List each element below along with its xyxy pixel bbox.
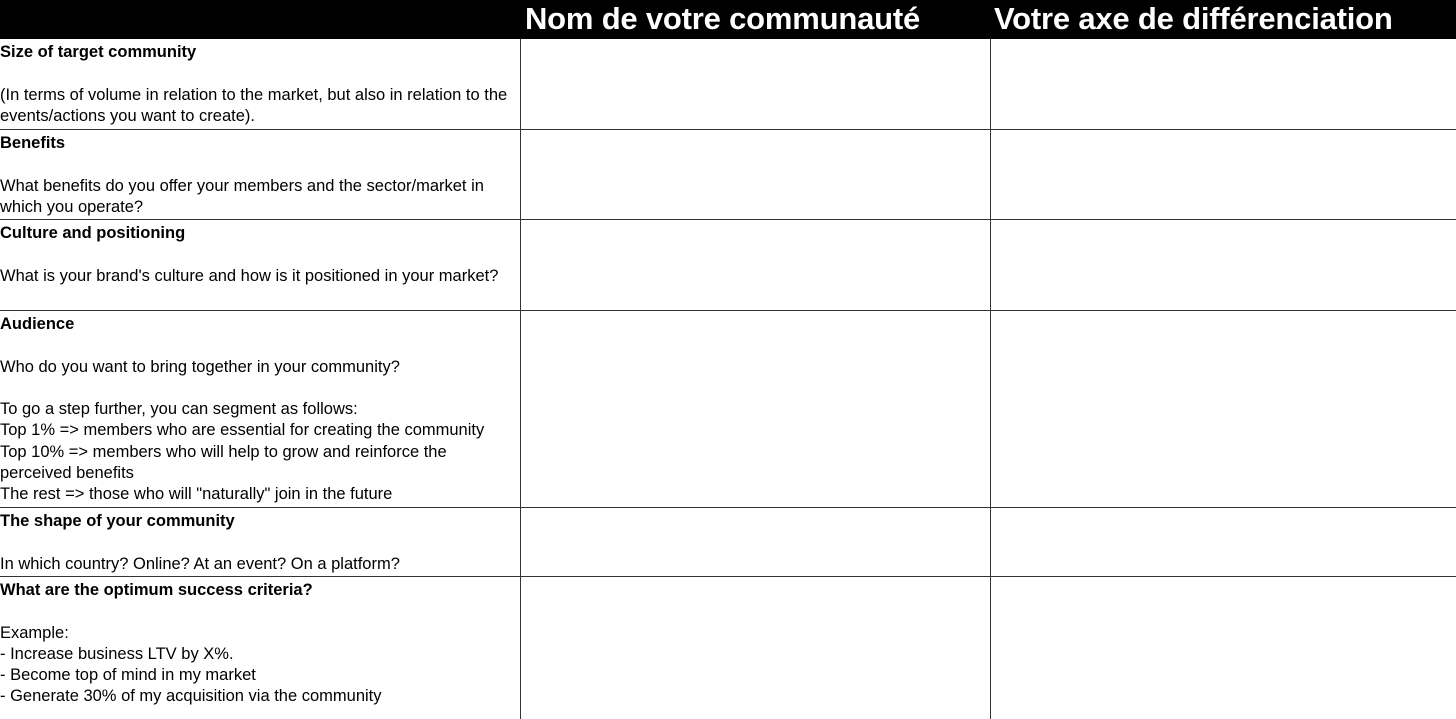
- criteria-title: Audience: [0, 315, 75, 333]
- header-row: [0, 0, 1456, 39]
- criteria-cell[interactable]: [0, 220, 520, 310]
- criteria-title: Culture and positioning: [0, 224, 186, 242]
- criteria-cell[interactable]: [0, 130, 520, 219]
- header-cell-criteria[interactable]: [0, 0, 520, 39]
- criteria-cell[interactable]: [0, 311, 520, 507]
- table-row: [0, 577, 1456, 719]
- table-row: [0, 508, 1456, 577]
- community-name-cell[interactable]: [520, 311, 990, 507]
- community-name-cell[interactable]: [520, 130, 990, 219]
- table-row: [0, 39, 1456, 130]
- criteria-cell[interactable]: [0, 39, 520, 129]
- table-row: [0, 130, 1456, 220]
- criteria-title: Size of target community: [0, 43, 197, 61]
- differentiation-cell[interactable]: [990, 220, 1456, 310]
- criteria-title: Benefits: [0, 134, 66, 152]
- header-cell-community-name[interactable]: Nom de votre communauté: [525, 1, 921, 36]
- criteria-description: (In terms of volume in relation to the market, but also in relation to the events/actions you want to create).: [0, 85, 512, 125]
- criteria-cell[interactable]: [0, 577, 520, 719]
- table-row: [0, 311, 1456, 508]
- criteria-title: What are the optimum success criteria?: [0, 581, 313, 599]
- table-row: [0, 220, 1456, 311]
- criteria-description: Who do you want to bring together in your community? To go a step further, you can segment as follows: Top 1% => members who are essential for creating the community Top 10% => members who will help to grow and reinforce the perceived benefits The rest => those who will "naturally" join in the future: [0, 357, 485, 504]
- community-name-cell[interactable]: [520, 220, 990, 310]
- community-name-cell[interactable]: [520, 39, 990, 129]
- differentiation-cell[interactable]: [990, 311, 1456, 507]
- community-name-cell[interactable]: [520, 577, 990, 719]
- differentiation-cell[interactable]: [990, 508, 1456, 576]
- criteria-title: The shape of your community: [0, 512, 235, 530]
- criteria-description: What is your brand's culture and how is it positioned in your market?: [0, 266, 499, 285]
- criteria-description: What benefits do you offer your members and the sector/market in which you operate?: [0, 176, 489, 216]
- community-name-cell[interactable]: [520, 508, 990, 576]
- header-cell-differentiation[interactable]: Votre axe de différenciation: [994, 1, 1393, 36]
- differentiation-cell[interactable]: [990, 39, 1456, 129]
- differentiation-cell[interactable]: [990, 577, 1456, 719]
- criteria-cell[interactable]: [0, 508, 520, 576]
- differentiation-cell[interactable]: [990, 130, 1456, 219]
- criteria-description: In which country? Online? At an event? On a platform?: [0, 554, 400, 573]
- criteria-description: Example: - Increase business LTV by X%. - Become top of mind in my market - Generate 30% of my acquisition via the community: [0, 623, 382, 706]
